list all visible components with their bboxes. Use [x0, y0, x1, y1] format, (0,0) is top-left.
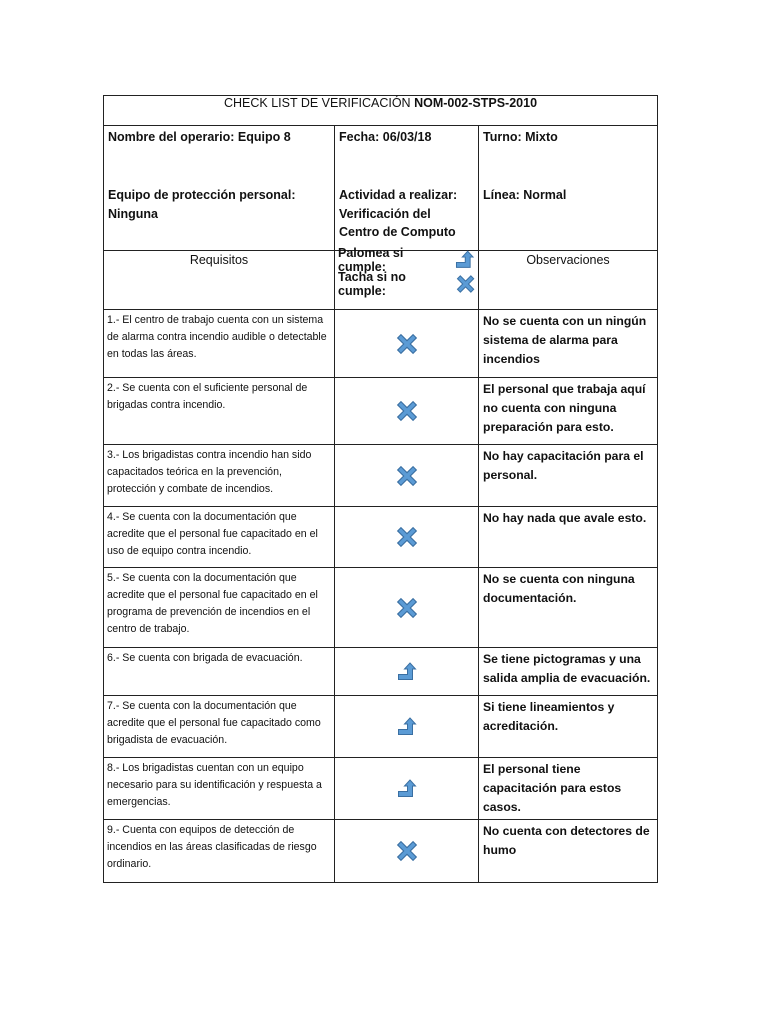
- requirement-text: 9.- Cuenta con equipos de detección de incendios en las áreas clasificadas de riesgo ordinario.: [104, 820, 335, 883]
- header-observations: Observaciones: [479, 251, 658, 310]
- info-shift-cell: [479, 126, 658, 251]
- mark-cell: [335, 758, 479, 820]
- table-row: [104, 507, 658, 568]
- table-row: [104, 648, 658, 696]
- info-date-cell: [335, 126, 479, 251]
- cross-icon: [456, 274, 475, 294]
- operator-name: Nombre del operario: Equipo 8: [108, 130, 291, 144]
- cross-icon: [396, 333, 418, 355]
- title-row: [104, 96, 658, 126]
- legend-check-label: Palomea si cumple:: [338, 246, 404, 274]
- table-row: [104, 820, 658, 883]
- legend-check: [338, 246, 475, 274]
- observation-text: No se cuenta con ninguna documentación.: [479, 568, 658, 648]
- check-icon: [397, 717, 417, 737]
- mark-cell: [335, 568, 479, 648]
- observation-text: El personal que trabaja aquí no cuenta con ninguna preparación para esto.: [479, 378, 658, 445]
- title-standard: NOM-002-STPS-2010: [414, 96, 538, 110]
- cross-icon: [396, 400, 418, 422]
- requirement-text: 7.- Se cuenta con la documentación que acredite que el personal fue capacitado como brigadista de evacuación.: [104, 696, 335, 758]
- info-operator-cell: [104, 126, 335, 251]
- requirement-text: 6.- Se cuenta con brigada de evacuación.: [104, 648, 335, 696]
- check-icon: [455, 250, 475, 270]
- requirement-text: 3.- Los brigadistas contra incendio han sido capacitados teórica en la prevención, protección y combate de incendios.: [104, 445, 335, 507]
- requirement-text: 1.- El centro de trabajo cuenta con un sistema de alarma contra incendio audible o detectable en todas las áreas.: [104, 310, 335, 378]
- shift: Turno: Mixto: [483, 130, 558, 144]
- table-row: [104, 310, 658, 378]
- cross-icon: [396, 597, 418, 619]
- table-row: [104, 378, 658, 445]
- legend-cross-label: Tacha si no cumple:: [338, 270, 406, 298]
- header-row: [104, 251, 658, 310]
- observation-text: Se tiene pictogramas y una salida amplia de evacuación.: [479, 648, 658, 696]
- observation-text: No hay capacitación para el personal.: [479, 445, 658, 507]
- observation-text: El personal tiene capacitación para estos casos.: [479, 758, 658, 820]
- requirement-text: 8.- Los brigadistas cuentan con un equipo necesario para su identificación y respuesta a emergencias.: [104, 758, 335, 820]
- observation-text: Si tiene lineamientos y acreditación.: [479, 696, 658, 758]
- document-title: [104, 96, 658, 126]
- check-icon: [397, 662, 417, 682]
- cross-icon: [396, 840, 418, 862]
- mark-cell: [335, 507, 479, 568]
- check-icon: [397, 779, 417, 799]
- mark-cell: [335, 378, 479, 445]
- observation-text: No hay nada que avale esto.: [479, 507, 658, 568]
- requirement-text: 2.- Se cuenta con el suficiente personal de brigadas contra incendio.: [104, 378, 335, 445]
- mark-cell: [335, 820, 479, 883]
- mark-cell: [335, 445, 479, 507]
- legend-cross: [338, 270, 475, 298]
- activity: Actividad a realizar: Verificación del Centro de Computo: [339, 188, 458, 239]
- header-legend: [335, 246, 479, 310]
- date: Fecha: 06/03/18: [339, 130, 432, 144]
- table-row: [104, 445, 658, 507]
- ppe: Equipo de protección personal: Ninguna: [108, 188, 296, 221]
- header-requirements: Requisitos: [104, 251, 335, 310]
- cross-icon: [396, 526, 418, 548]
- table-row: [104, 758, 658, 820]
- observation-text: No se cuenta con un ningún sistema de alarma para incendios: [479, 310, 658, 378]
- table-row: [104, 568, 658, 648]
- requirement-text: 4.- Se cuenta con la documentación que acredite que el personal fue capacitado en el uso de equipo contra incendio.: [104, 507, 335, 568]
- observation-text: No cuenta con detectores de humo: [479, 820, 658, 883]
- info-row: [104, 126, 658, 251]
- mark-cell: [335, 648, 479, 696]
- cross-icon: [396, 465, 418, 487]
- mark-cell: [335, 310, 479, 378]
- checklist-table: [103, 95, 658, 883]
- requirement-text: 5.- Se cuenta con la documentación que acredite que el personal fue capacitado en el programa de prevención de incendios en el centro de trabajo.: [104, 568, 335, 648]
- mark-cell: [335, 696, 479, 758]
- table-row: [104, 696, 658, 758]
- title-plain: CHECK LIST DE VERIFICACIÓN: [223, 96, 411, 110]
- line: Línea: Normal: [483, 188, 567, 202]
